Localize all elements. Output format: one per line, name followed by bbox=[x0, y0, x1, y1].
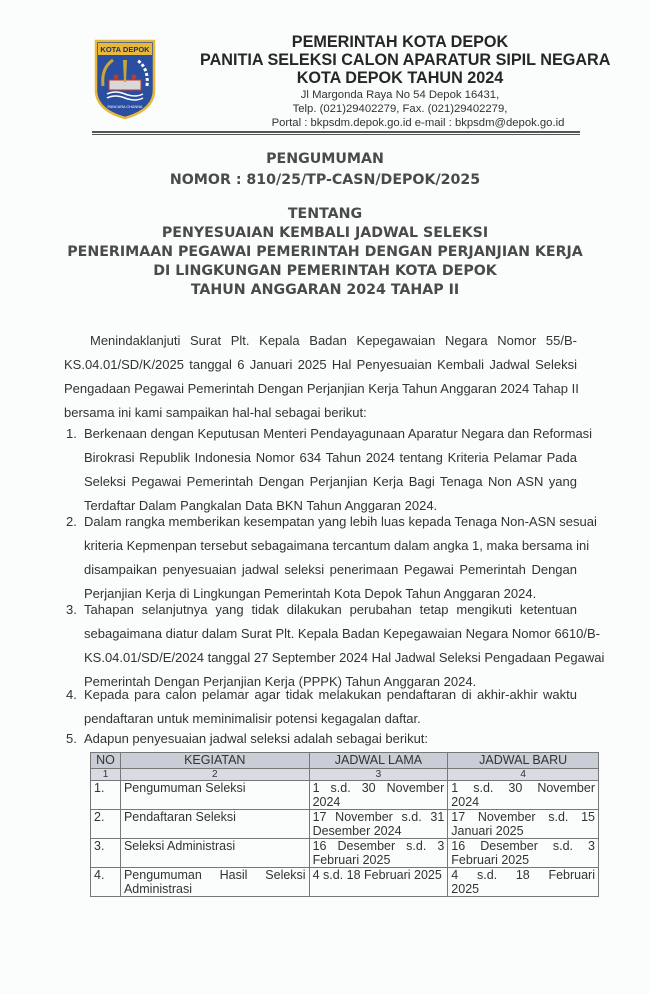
table-header-row bbox=[91, 753, 599, 769]
table-row bbox=[91, 839, 599, 868]
announcement-number: NOMOR : 810/25/TP-CASN/DEPOK/2025 bbox=[169, 172, 481, 188]
cell-kegiatan: Pengumuman Seleksi bbox=[120, 781, 309, 810]
schedule-table bbox=[90, 752, 599, 897]
logo-label: KOTA DEPOK bbox=[100, 45, 150, 54]
point-line: Terdaftar Dalam Pangkalan Data BKN Tahun Anggaran 2024. bbox=[84, 498, 438, 513]
point-line: Dalam rangka memberikan kesempatan yang lebih luas kepada Tenaga Non-ASN sesuai bbox=[84, 514, 597, 529]
cell-no: 3. bbox=[91, 839, 121, 868]
cell-jadwal-lama: 1 s.d. 30 November 2024 bbox=[309, 781, 448, 810]
header-jadwal-baru: JADWAL BARU bbox=[448, 753, 599, 769]
intro-line: KS.04.01/SD/K/2025 tanggal 6 Januari 2025 Hal Penyesuaian Kembali Jadwal Seleksi bbox=[64, 357, 577, 372]
announcement-about: TENTANG bbox=[287, 206, 363, 222]
cell-jadwal-lama: 17 November s.d. 31 Desember 2024 bbox=[309, 810, 448, 839]
letterhead-divider bbox=[92, 131, 580, 133]
cell-no: 4. bbox=[91, 868, 121, 897]
column-number-row bbox=[91, 769, 599, 781]
cell-jadwal-baru: 1 s.d. 30 November 2024 bbox=[448, 781, 599, 810]
header-jadwal-lama: JADWAL LAMA bbox=[309, 753, 448, 769]
header-kegiatan: KEGIATAN bbox=[120, 753, 309, 769]
subject-line: PENERIMAAN PEGAWAI PEMERINTAH DENGAN PERJANJIAN KERJA bbox=[67, 244, 583, 260]
point-line: kriteria Kepmenpan tersebut sebagaimana tercantum dalam angka 1, maka bersama ini bbox=[84, 538, 590, 553]
cell-jadwal-baru: 17 November s.d. 15 Januari 2025 bbox=[448, 810, 599, 839]
cell-kegiatan: Seleksi Administrasi bbox=[120, 839, 309, 868]
table-row bbox=[91, 781, 599, 810]
subject-line: TAHUN ANGGARAN 2024 TAHAP II bbox=[190, 282, 460, 298]
point-line: KS.04.01/SD/E/2024 tanggal 27 September 2024 Hal Jadwal Seleksi Pengadaan Pegawai bbox=[84, 650, 605, 665]
intro-line: Menindaklanjuti Surat Plt. Kepala Badan Kepegawaian Negara Nomor 55/B- bbox=[90, 333, 577, 348]
point-2 bbox=[84, 510, 597, 606]
point-3 bbox=[84, 598, 605, 694]
letterhead-divider-thin bbox=[92, 134, 580, 135]
subject-line: PENYESUAIAN KEMBALI JADWAL SELEKSI bbox=[161, 225, 489, 241]
header-no: NO bbox=[91, 753, 121, 769]
intro-paragraph bbox=[64, 353, 577, 425]
subject-line: DI LINGKUNGAN PEMERINTAH KOTA DEPOK bbox=[153, 263, 497, 279]
column-number: 2 bbox=[120, 769, 309, 781]
point-number: 1. bbox=[66, 426, 77, 441]
cell-kegiatan: Pengumuman Hasil Seleksi Administrasi bbox=[120, 868, 309, 897]
point-line: sebagaimana diatur dalam Surat Plt. Kepala Badan Kepegawaian Negara Nomor 6610/B- bbox=[84, 626, 600, 641]
point-1 bbox=[84, 422, 593, 518]
point-number: 2. bbox=[66, 514, 77, 529]
letterhead-portal: Portal : bkpsdm.depok.go.id e-mail : bkpsdm@depok.go.id bbox=[271, 117, 565, 129]
letterhead-line3: KOTA DEPOK TAHUN 2024 bbox=[296, 69, 504, 87]
logo-motto: PANCARA CHANNA bbox=[107, 105, 143, 109]
letterhead-address: Jl Margonda Raya No 54 Depok 16431, bbox=[300, 89, 500, 101]
cell-jadwal-baru: 16 Desember s.d. 3 Februari 2025 bbox=[448, 839, 599, 868]
column-number: 4 bbox=[448, 769, 599, 781]
point-number: 4. bbox=[66, 687, 77, 702]
point-4 bbox=[84, 683, 577, 731]
point-5 bbox=[84, 727, 577, 751]
point-line: Kepada para calon pelamar agar tidak melakukan pendaftaran di akhir-akhir waktu bbox=[84, 687, 577, 702]
cell-jadwal-lama: 4 s.d. 18 Februari 2025 bbox=[309, 868, 448, 897]
intro-line: Pengadaan Pegawai Pemerintah Dengan Perjanjian Kerja Tahun Anggaran 2024 Tahap II bbox=[64, 381, 579, 396]
point-number: 3. bbox=[66, 602, 77, 617]
column-number: 3 bbox=[309, 769, 448, 781]
intro-line: bersama ini kami sampaikan hal-hal sebagai berikut: bbox=[64, 405, 367, 420]
table-row bbox=[91, 868, 599, 897]
point-line: Berkenaan dengan Keputusan Menteri Pendayagunaan Aparatur Negara dan Reformasi bbox=[84, 426, 593, 441]
kota-depok-emblem-icon bbox=[93, 38, 157, 120]
point-line: Birokrasi Republik Indonesia Nomor 634 Tahun 2024 tentang Kriteria Pelamar Pada bbox=[84, 450, 577, 465]
cell-no: 1. bbox=[91, 781, 121, 810]
letterhead-line2: PANITIA SELEKSI CALON APARATUR SIPIL NEGARA bbox=[200, 51, 611, 69]
point-number: 5. bbox=[66, 731, 77, 746]
cell-kegiatan: Pendaftaran Seleksi bbox=[120, 810, 309, 839]
letterhead-phone: Telp. (021)29402279, Fax. (021)29402279, bbox=[292, 103, 508, 115]
column-number: 1 bbox=[91, 769, 121, 781]
letterhead-line1: PEMERINTAH KOTA DEPOK bbox=[291, 33, 509, 51]
point-line: Seleksi Pegawai Pemerintah Dengan Perjanjian Kerja Bagi Tenaga Non ASN yang bbox=[84, 474, 577, 489]
point-line: Adapun penyesuaian jadwal seleksi adalah sebagai berikut: bbox=[84, 731, 429, 746]
point-line: Perjanjian Kerja di Lingkungan Pemerintah Kota Depok Tahun Anggaran 2024. bbox=[84, 586, 537, 601]
table-row bbox=[91, 810, 599, 839]
point-line: pendaftaran untuk meminimalisir potensi kegagalan daftar. bbox=[84, 711, 421, 726]
point-line: disampaikan penyesuaian jadwal seleksi penerimaan Pegawai Pemerintah Dengan bbox=[84, 562, 577, 577]
cell-jadwal-baru: 4 s.d. 18 Februari 2025 bbox=[448, 868, 599, 897]
announcement-heading: PENGUMUMAN bbox=[266, 151, 384, 167]
cell-no: 2. bbox=[91, 810, 121, 839]
point-line: Tahapan selanjutnya yang tidak dilakukan perubahan tetap mengikuti ketentuan bbox=[84, 602, 577, 617]
cell-jadwal-lama: 16 Desember s.d. 3 Februari 2025 bbox=[309, 839, 448, 868]
point-line: Pemerintah Dengan Perjanjian Kerja (PPPK) Tahun Anggaran 2024. bbox=[84, 674, 477, 689]
